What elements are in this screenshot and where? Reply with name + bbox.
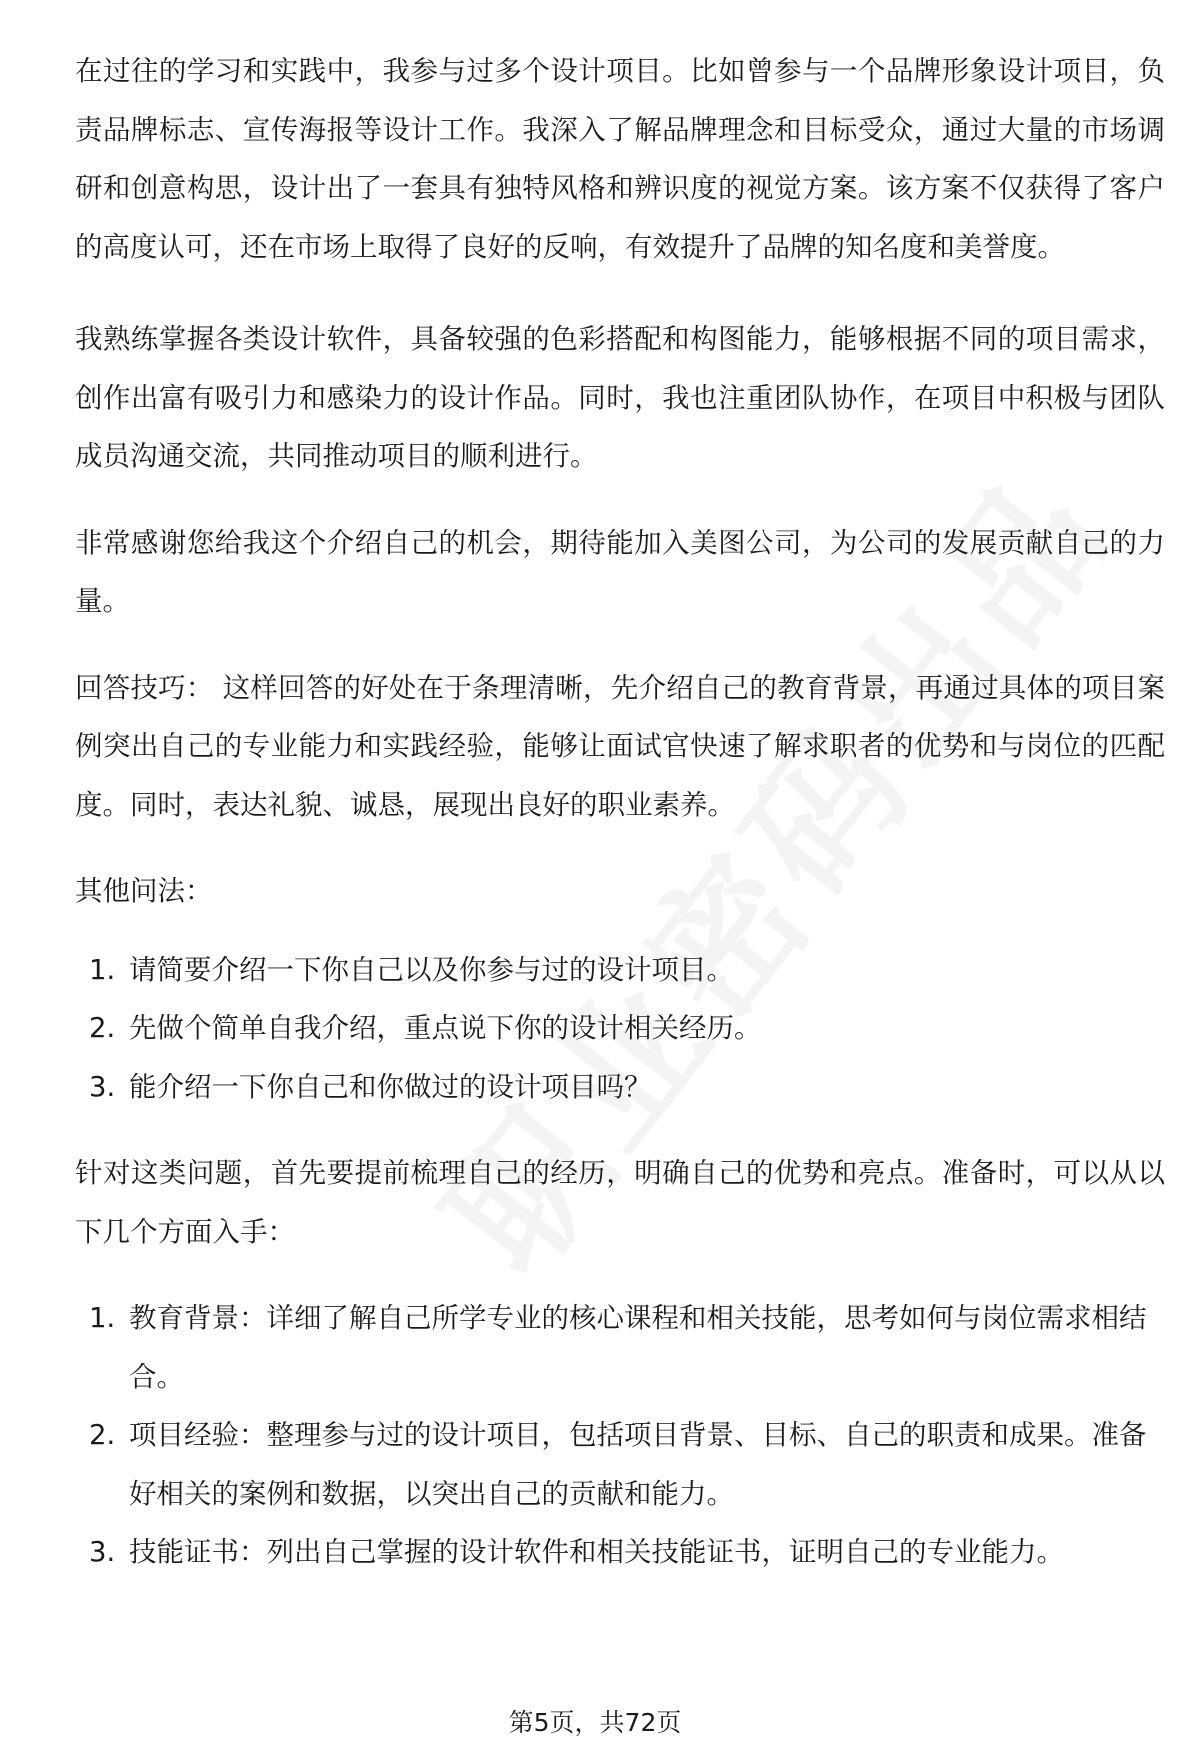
page-number: 第5页，共72页 <box>508 1708 682 1737</box>
paragraph-skills: 我熟练掌握各类设计软件，具备较强的色彩搭配和构图能力，能够根据不同的项目需求，创作出富有吸引力和感染力的设计作品。同时，我也注重团队协作，在项目中积极与团队成员沟通交流，共同推动项目的顺利进行。 <box>75 323 1165 472</box>
document-body <box>75 42 1165 1582</box>
list-text: 能介绍一下你自己和你做过的设计项目吗？ <box>129 1070 652 1103</box>
other-questions-list <box>75 941 1165 1117</box>
list-number: 1. <box>89 1302 116 1334</box>
list-text: 教育背景：详细了解自己所学专业的核心课程和相关技能，思考如何与岗位需求相结合。 <box>129 1302 1147 1393</box>
list-text: 先做个简单自我介绍，重点说下你的设计相关经历。 <box>129 1012 762 1044</box>
paragraph-preparation: 针对这类问题，首先要提前梳理自己的经历，明确自己的优势和亮点。准备时，可以从以下几个方面入手： <box>75 1157 1165 1248</box>
list-text: 请简要介绍一下你自己以及你参与过的设计项目。 <box>129 953 734 986</box>
list-item <box>75 1058 1165 1117</box>
list-number: 1. <box>89 953 116 986</box>
paragraph-answer-tips: 回答技巧： 这样回答的好处在于条理清晰，先介绍自己的教育背景，再通过具体的项目案例突出自己的专业能力和实践经验，能够让面试官快速了解求职者的优势和与岗位的匹配度。同时，表达礼貌、诚恳，展现出良好的职业素养。 <box>75 671 1165 821</box>
paragraph-thanks: 非常感谢您给我这个介绍自己的机会，期待能加入美图公司，为公司的发展贡献自己的力量。 <box>75 526 1165 617</box>
list-number: 3. <box>89 1070 116 1103</box>
paragraph-project-experience: 在过往的学习和实践中，我参与过多个设计项目。比如曾参与一个品牌形象设计项目，负责品牌标志、宣传海报等设计工作。我深入了解品牌理念和目标受众，通过大量的市场调研和创意构思，设计出了一套具有独特风格和辨识度的视觉方案。该方案不仅获得了客户的高度认可，还在市场上取得了良好的反响，有效提升了品牌的知名度和美誉度。 <box>75 55 1165 263</box>
heading-other-questions: 其他问法： <box>75 875 213 907</box>
list-item <box>75 1289 1165 1406</box>
list-item <box>75 941 1165 1000</box>
list-text: 技能证书：列出自己掌握的设计软件和相关技能证书，证明自己的专业能力。 <box>129 1536 1064 1568</box>
list-number: 2. <box>89 1012 116 1044</box>
list-item <box>75 1406 1165 1523</box>
list-text: 项目经验：整理参与过的设计项目，包括项目背景、目标、自己的职责和成果。准备好相关的案例和数据，以突出自己的贡献和能力。 <box>129 1419 1147 1510</box>
list-item <box>75 999 1165 1058</box>
list-number: 3. <box>89 1536 116 1568</box>
list-item <box>75 1523 1165 1582</box>
preparation-list <box>75 1289 1165 1582</box>
list-number: 2. <box>89 1419 116 1451</box>
